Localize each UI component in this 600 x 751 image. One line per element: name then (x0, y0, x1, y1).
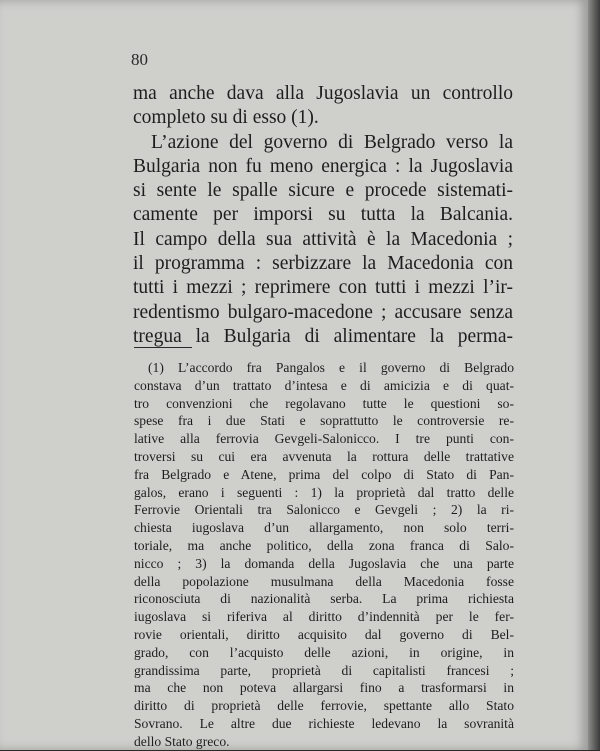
footnote-line: galos, erano i seguenti : 1) la proprietà dal tratto delle (134, 484, 514, 500)
footnote-line: Ferrovie Orientali tra Salonicco e Gevgeli ; 2) la ri- (134, 502, 514, 518)
footnote-divider (134, 347, 192, 348)
body-line: L’azione del governo di Belgrado verso la (151, 131, 513, 153)
footnote-line: constava d’un trattato d’intesa e di amicizia e di quat- (134, 377, 514, 393)
footnote-line: grado, con l’acquisto delle azioni, in origine, in (134, 644, 514, 660)
body-line: ma anche dava alla Jugoslavia un controllo (133, 83, 513, 104)
footnote-line: toriale, ma anche politico, della zona franca di Salo- (134, 537, 514, 553)
footnote-line: rovie orientali, diritto acquisito dal governo di Bel- (134, 626, 514, 642)
footnote-line: riconosciuta di nazionalità serba. La prima richiesta (134, 591, 514, 607)
footnote (134, 359, 514, 751)
body-line: tutti i mezzi ; reprimere con tutti i mezzi l’ir- (133, 277, 513, 299)
page-edge-shadow (588, 0, 600, 750)
main-text (133, 82, 513, 349)
footnote-line: lative alla ferrovia Gevgeli-Salonicco. I tre punti con- (134, 431, 514, 447)
footnote-line: ma che non poteva allargarsi fino a trasformarsi in (134, 680, 514, 696)
footnote-line: della popolazione musulmana della Macedonia fosse (134, 573, 514, 589)
footnote-line: spese fra i due Stati e soprattutto le controversie re- (134, 413, 514, 429)
footnote-line: troversi su cui era avvenuta la rottura delle trattative (134, 448, 514, 464)
body-line: redentismo bulgaro-macedone ; accusare senza (133, 301, 513, 323)
footnote-line: grandissima parte, proprietà di capitalisti francesi ; (134, 662, 514, 678)
body-line: tregua la Bulgaria di alimentare la perma- (133, 325, 513, 347)
footnote-line: Sovrano. Le altre due richieste ledevano la sovranità (134, 715, 514, 731)
footnote-line: (1) L’accordo fra Pangalos e il governo di Belgrado (148, 360, 514, 375)
footnote-line: dello Stato greco. (134, 733, 230, 749)
body-line: Il campo della sua attività è la Macedonia ; (133, 228, 513, 250)
body-line: completo su di esso (1). (133, 107, 319, 129)
footnote-line: iugoslava si riferiva al diritto d’indennità per le fer- (134, 609, 514, 625)
body-line: Bulgaria non fu meno energica : la Jugoslavia (133, 155, 513, 177)
body-line: si sente le spalle sicure e procede sistemati- (133, 180, 513, 202)
body-line: il programma : serbizzare la Macedonia con (133, 253, 513, 275)
footnote-line: fra Belgrado e Atene, prima del colpo di Stato di Pan- (134, 466, 514, 482)
footnote-line: chiesta iugoslava d’un allargamento, non solo terri- (134, 520, 514, 536)
footnote-line: tro convenzioni che regolavano tutte le questioni so- (134, 395, 514, 411)
footnote-line: diritto di proprietà delle ferrovie, spettante allo Stato (134, 698, 514, 714)
page-number: 80 (131, 50, 148, 69)
body-line: camente per imporsi su tutta la Balcania. (133, 204, 513, 226)
footnote-line: nicco ; 3) la domanda della Jugoslavia che una parte (134, 555, 514, 571)
